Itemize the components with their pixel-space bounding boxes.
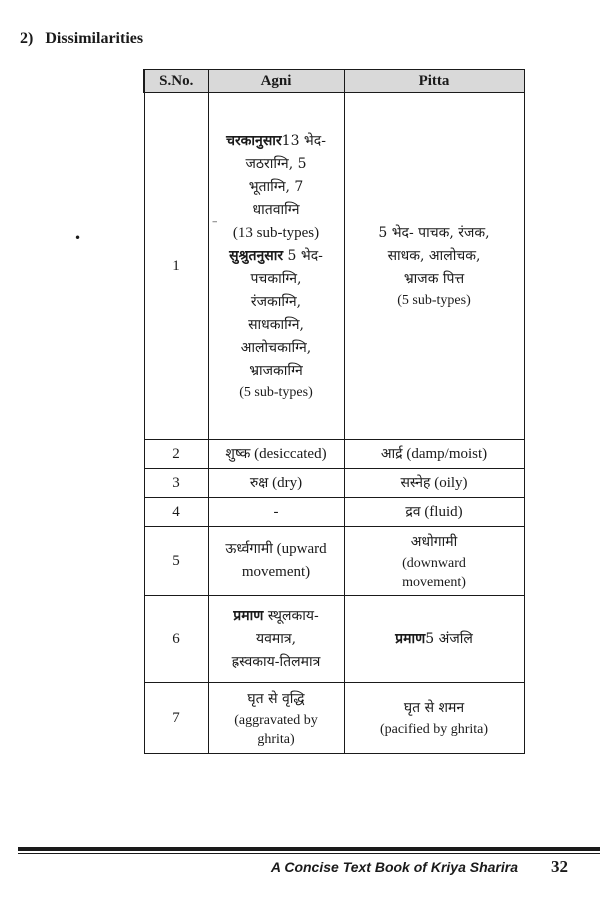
pitta-text: movement) — [402, 574, 466, 590]
cell-sno: 2 — [144, 440, 208, 469]
agni-text: साधकाग्नि, — [248, 317, 304, 333]
cell-sno: 7 — [144, 683, 208, 754]
agni-text: चरकानुसार — [226, 133, 282, 149]
agni-text: 13 भेद- — [281, 133, 326, 149]
agni-text: ghrita) — [257, 731, 295, 747]
agni-text: स्थूलकाय- — [263, 607, 319, 624]
agni-text: प्रमाण — [233, 607, 264, 624]
stray-dash-mark: – — [212, 215, 218, 228]
agni-text: (5 sub-types) — [239, 385, 313, 400]
pitta-text: (5 sub-types) — [397, 293, 471, 308]
pitta-text: (pacified by ghrita) — [379, 722, 489, 737]
footer-rule — [18, 847, 600, 851]
pitta-text: 5 अंजलि — [425, 630, 473, 647]
agni-text: आलोचकाग्नि, — [240, 340, 312, 356]
cell-pitta — [344, 498, 524, 527]
cell-agni — [208, 469, 344, 498]
cell-pitta — [344, 469, 524, 498]
agni-text: सुश्रुतनुसार — [229, 248, 284, 264]
footer-book-title: A Concise Text Book of Kriya Sharira — [270, 859, 518, 875]
agni-text: शुष्क — [225, 445, 251, 462]
agni-text: घृत से वृद्धि — [247, 690, 305, 707]
cell-pitta — [344, 440, 524, 469]
agni-text: धातवाग्नि — [252, 202, 300, 218]
pitta-text: भ्राजक पित्त — [403, 271, 465, 287]
pitta-text: (oily) — [430, 474, 468, 491]
table-row — [144, 596, 524, 683]
pitta-text: प्रमाण — [395, 630, 426, 647]
table-row — [144, 440, 524, 469]
pitta-text: साधक, आलोचक, — [387, 248, 481, 264]
cell-pitta — [344, 683, 524, 754]
table-row — [144, 469, 524, 498]
cell-agni — [208, 527, 344, 596]
cell-sno: 4 — [144, 498, 208, 527]
pitta-text: (damp/moist) — [402, 445, 488, 462]
pitta-text: अधोगामी — [410, 533, 458, 550]
cell-sno: 6 — [144, 596, 208, 683]
cell-agni — [208, 93, 344, 440]
cell-sno: 1 — [144, 93, 208, 440]
table-row — [144, 683, 524, 754]
cell-agni — [208, 440, 344, 469]
header-agni: Agni — [208, 70, 344, 93]
footer-rule-thin — [18, 853, 600, 854]
agni-text: रुक्ष — [249, 474, 269, 491]
agni-text: भ्राजकाग्नि — [249, 363, 303, 379]
cell-sno: 5 — [144, 527, 208, 596]
pitta-text: द्रव — [405, 503, 421, 520]
pitta-text: आर्द्र — [380, 445, 403, 462]
page-number: 32 — [551, 857, 568, 876]
agni-text: पचकाग्नि, — [250, 271, 302, 287]
cell-agni: - — [208, 498, 344, 527]
table-row — [144, 93, 524, 440]
section-heading — [20, 30, 155, 48]
agni-text: (aggravated by — [234, 712, 318, 728]
table-row — [144, 527, 524, 596]
agni-text: (13 sub-types) — [232, 225, 320, 241]
section-number: 2) — [20, 30, 34, 47]
cell-agni — [208, 683, 344, 754]
agni-text: ह्रस्वकाय-तिलमात्र — [231, 653, 321, 670]
pitta-text: सस्नेह — [400, 474, 431, 491]
agni-text: ऊर्ध्वगामी — [225, 541, 273, 557]
header-row — [144, 70, 524, 93]
table-row — [144, 498, 524, 527]
cell-agni — [208, 596, 344, 683]
cell-pitta — [344, 93, 524, 440]
cell-pitta — [344, 596, 524, 683]
pitta-text: 5 भेद- पाचक, रंजक, — [378, 225, 490, 241]
header-sno: S.No. — [144, 70, 208, 93]
stray-dot-mark: • — [74, 231, 82, 245]
cell-pitta — [344, 527, 524, 596]
agni-text: यवमात्र, — [255, 630, 297, 647]
agni-text: रंजकाग्नि, — [250, 294, 302, 310]
agni-text: (desiccated) — [250, 445, 327, 462]
header-pitta: Pitta — [344, 70, 524, 93]
dissimilarities-table — [143, 69, 525, 754]
cell-sno: 3 — [144, 469, 208, 498]
pitta-text: (fluid) — [420, 503, 463, 520]
agni-text: (upward — [272, 541, 327, 557]
pitta-text: घृत से शमन — [403, 700, 465, 716]
agni-text: movement) — [241, 564, 311, 580]
pitta-text: (downward — [402, 555, 466, 571]
agni-text: 5 भेद- — [283, 248, 323, 264]
agni-text: जठराग्नि, 5 — [245, 156, 307, 172]
agni-text: (dry) — [268, 474, 303, 491]
section-title: Dissimilarities — [45, 30, 144, 47]
agni-text: भूताग्नि, 7 — [248, 179, 304, 195]
